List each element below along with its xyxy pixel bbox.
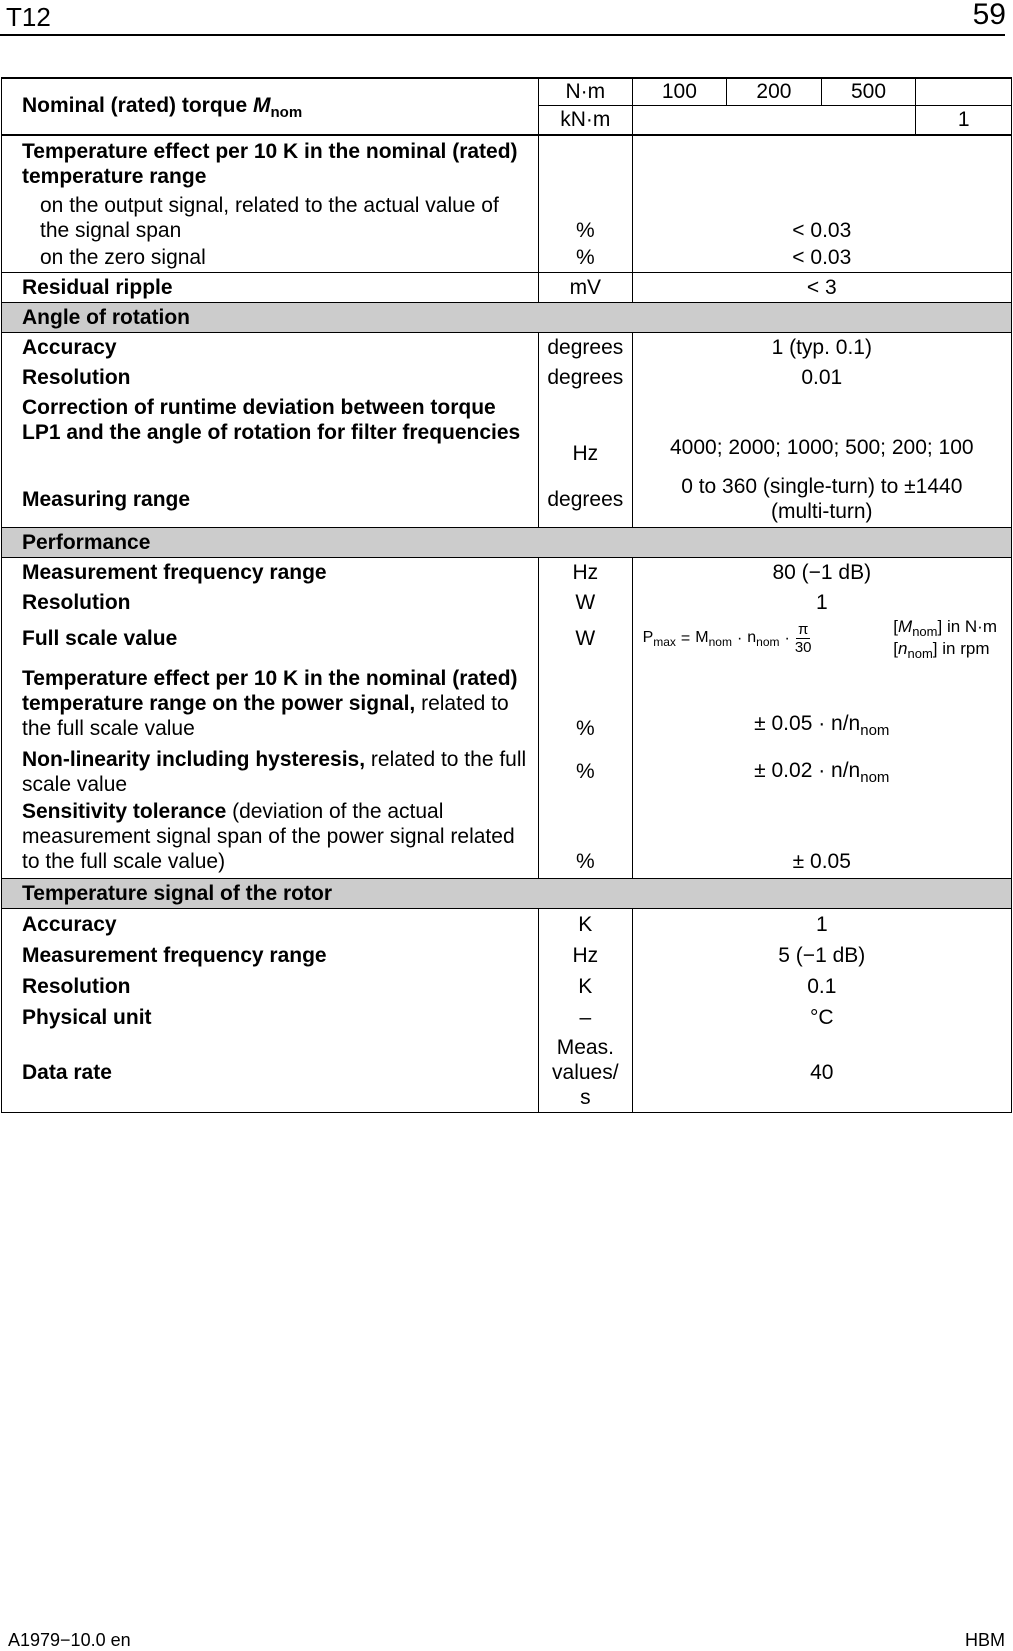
torque-unit-knm: kN·m xyxy=(539,105,633,135)
perf-nonlin-row xyxy=(2,744,1012,799)
angle-correction-row xyxy=(2,392,1012,472)
rotor-data-rate-label: Data rate xyxy=(22,1060,112,1084)
rotor-accuracy-unit: K xyxy=(539,909,633,940)
rotor-resolution-unit: K xyxy=(539,971,633,1002)
temp-effect-heading: Temperature effect per 10 K in the nominal (rated) temperature range xyxy=(2,135,539,189)
section-title-rotor: Temperature signal of the rotor xyxy=(2,879,1012,909)
angle-accuracy-unit: degrees xyxy=(539,332,633,363)
page-number: 59 xyxy=(972,0,1006,31)
temp-effect-zero-label: on the zero signal xyxy=(40,245,206,269)
brand-name: HBM xyxy=(965,1630,1005,1650)
perf-resolution-label: Resolution xyxy=(22,590,131,614)
perf-temp-unit: % xyxy=(539,660,633,744)
formula-units: $[M_{nom}]$ in N·m $[n_{nom}]$ in rpm xyxy=(893,617,997,661)
ripple-row xyxy=(2,272,1012,302)
torque-value-500: 500 xyxy=(821,78,916,105)
torque-unit-nm: N·m xyxy=(539,78,633,105)
angle-range-label: Measuring range xyxy=(22,487,191,511)
angle-accuracy-label: Accuracy xyxy=(22,336,117,360)
temp-effect-output-row xyxy=(2,189,1012,243)
rotor-frequency-value: 5 (−1 dB) xyxy=(632,940,1011,971)
angle-correction-unit: Hz xyxy=(539,392,633,472)
rotor-accuracy-row xyxy=(2,909,1012,940)
temp-effect-output-value: < 0.03 xyxy=(632,189,1011,243)
header-rule xyxy=(0,34,1005,36)
rotor-data-rate-unit: Meas. values/ s xyxy=(539,1033,633,1113)
perf-frequency-row xyxy=(2,557,1012,588)
rotor-frequency-row xyxy=(2,940,1012,971)
perf-nonlin-label: Non-linearity including hysteresis, related to the full scale value xyxy=(22,747,527,796)
rotor-frequency-label: Measurement frequency range xyxy=(22,943,327,967)
formula-fraction: $\frac{\pi}{30}$ xyxy=(794,620,812,656)
angle-accuracy-row xyxy=(2,332,1012,363)
angle-resolution-value: 0.01 xyxy=(632,363,1011,392)
document-id: A1979−10.0 en xyxy=(8,1630,131,1650)
perf-sensitivity-row xyxy=(2,799,1012,879)
section-title-angle: Angle of rotation xyxy=(2,302,1012,332)
angle-range-unit: degrees xyxy=(539,472,633,527)
perf-frequency-unit: Hz xyxy=(539,557,633,588)
rotor-resolution-value: 0.1 xyxy=(632,971,1011,1002)
ripple-unit: mV xyxy=(539,272,633,302)
perf-resolution-unit: W xyxy=(539,588,633,616)
perf-temp-row xyxy=(2,660,1012,744)
page-header xyxy=(0,0,1013,37)
temp-effect-zero-value: < 0.03 xyxy=(632,243,1011,272)
torque-row-nm xyxy=(2,78,1012,105)
angle-resolution-row xyxy=(2,363,1012,392)
perf-fsv-unit: W xyxy=(539,616,633,660)
perf-nonlin-unit: % xyxy=(539,744,633,799)
rotor-data-rate-row xyxy=(2,1033,1012,1113)
formula-expression: $P_{max}$ = $M_{nom}$ · $n_{nom}$ · $\frac{\pi}{30}$ xyxy=(642,620,812,656)
section-performance xyxy=(2,527,1012,557)
perf-sensitivity-unit: % xyxy=(539,799,633,879)
rotor-resolution-row xyxy=(2,971,1012,1002)
angle-range-value: 0 to 360 (single-turn) to ±1440 (multi-turn) xyxy=(632,472,1011,527)
perf-temp-value: ± $0.05 \cdot n/n_{nom}$ xyxy=(632,660,1011,744)
perf-fsv-value xyxy=(632,616,1011,660)
perf-resolution-row xyxy=(2,588,1012,616)
torque-knm-empty xyxy=(632,105,916,135)
angle-range-row xyxy=(2,472,1012,527)
rotor-physical-unit-value: °C xyxy=(632,1002,1011,1033)
rotor-accuracy-label: Accuracy xyxy=(22,912,117,936)
torque-label: Nominal (rated) torque $M_{nom}$ xyxy=(2,78,539,135)
temp-effect-zero-row xyxy=(2,243,1012,272)
angle-accuracy-value: 1 (typ. 0.1) xyxy=(632,332,1011,363)
temp-effect-output-unit: % xyxy=(539,189,633,243)
power-formula xyxy=(633,616,1011,660)
perf-fsv-label: Full scale value xyxy=(22,626,178,650)
perf-nonlin-value: ± $0.02 \cdot n/n_{nom}$ xyxy=(632,744,1011,799)
angle-resolution-unit: degrees xyxy=(539,363,633,392)
temp-effect-zero-unit: % xyxy=(539,243,633,272)
rotor-frequency-unit: Hz xyxy=(539,940,633,971)
section-rotor-temperature xyxy=(2,879,1012,909)
ripple-label: Residual ripple xyxy=(2,272,539,302)
angle-correction-value: 4000; 2000; 1000; 500; 200; 100 xyxy=(632,392,1011,472)
rotor-physical-unit-row xyxy=(2,1002,1012,1033)
perf-temp-label: Temperature effect per 10 K in the nominal (rated) temperature range on the power signal, related to the full scale value xyxy=(22,667,518,740)
perf-frequency-value: 80 (−1 dB) xyxy=(632,557,1011,588)
angle-correction-label: Correction of runtime deviation between torque LP1 and the angle of rotation for filter frequencies xyxy=(22,396,521,444)
section-title-performance: Performance xyxy=(2,527,1012,557)
torque-value-1: 1 xyxy=(916,105,1012,135)
rotor-resolution-label: Resolution xyxy=(22,974,131,998)
rotor-physical-unit-unit: – xyxy=(539,1002,633,1033)
temp-effect-output-label: on the output signal, related to the actual value of the signal span xyxy=(40,194,499,242)
perf-sensitivity-label: Sensitivity tolerance (deviation of the actual measurement signal span of the power signal related to the full scale value) xyxy=(22,800,515,873)
rotor-accuracy-value: 1 xyxy=(632,909,1011,940)
rotor-data-rate-value: 40 xyxy=(632,1033,1011,1113)
torque-value-200: 200 xyxy=(727,78,822,105)
torque-value-100: 100 xyxy=(632,78,727,105)
perf-fsv-row xyxy=(2,616,1012,660)
temp-effect-heading-row xyxy=(2,135,1012,189)
torque-value-empty xyxy=(916,78,1012,105)
ripple-value: < 3 xyxy=(632,272,1011,302)
perf-resolution-value: 1 xyxy=(632,588,1011,616)
section-angle-of-rotation xyxy=(2,302,1012,332)
angle-resolution-label: Resolution xyxy=(22,366,131,389)
specification-table xyxy=(1,77,1012,1113)
perf-sensitivity-value: ± 0.05 xyxy=(632,799,1011,879)
rotor-physical-unit-label: Physical unit xyxy=(22,1005,152,1029)
perf-frequency-label: Measurement frequency range xyxy=(22,561,327,585)
document-title: T12 xyxy=(6,2,51,32)
